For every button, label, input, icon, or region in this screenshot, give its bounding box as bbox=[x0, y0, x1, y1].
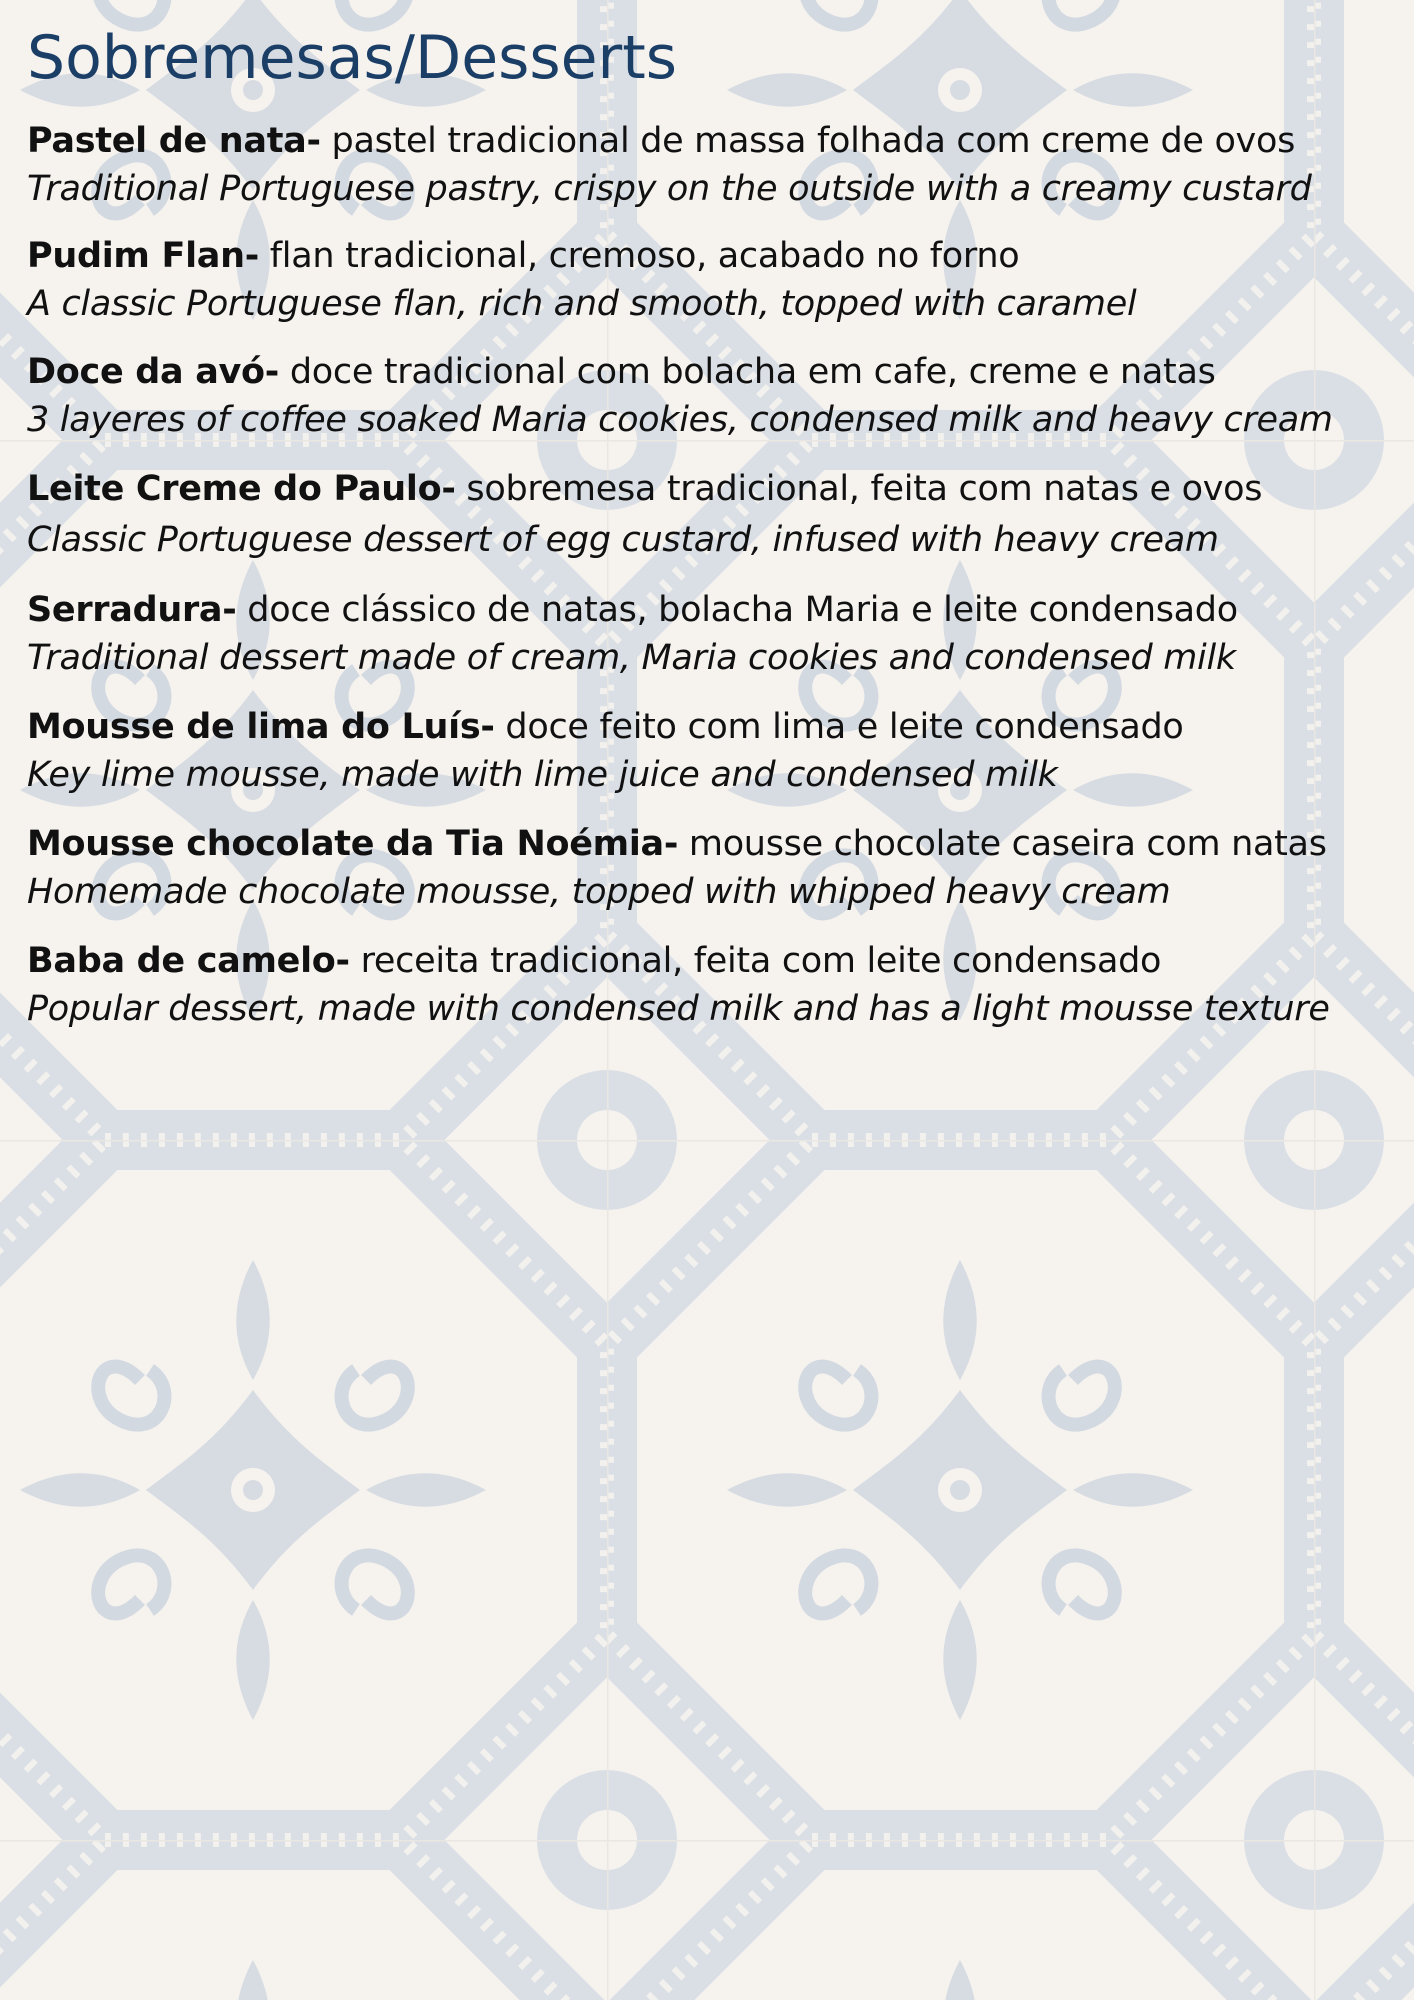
item-portuguese-line bbox=[27, 820, 1407, 868]
menu-item-mousse-de-lima bbox=[27, 703, 1407, 799]
item-portuguese-line bbox=[27, 586, 1407, 634]
item-portuguese-line bbox=[27, 937, 1407, 985]
item-description-pt: receita tradicional, feita com leite condensado bbox=[349, 941, 1162, 981]
item-description-en: 3 layeres of coffee soaked Maria cookies, condensed milk and heavy cream bbox=[27, 400, 1333, 440]
item-name: Pudim Flan- bbox=[27, 236, 259, 276]
item-description-en: Traditional dessert made of cream, Maria cookies and condensed milk bbox=[27, 638, 1236, 678]
item-description-pt: sobremesa tradicional, feita com natas e ovos bbox=[455, 469, 1263, 509]
item-description-en: Classic Portuguese dessert of egg custard, infused with heavy cream bbox=[27, 520, 1219, 560]
item-description-en: Homemade chocolate mousse, topped with whipped heavy cream bbox=[27, 872, 1171, 912]
item-name: Leite Creme do Paulo- bbox=[27, 469, 456, 509]
item-description-pt: doce tradicional com bolacha em cafe, creme e natas bbox=[279, 352, 1216, 392]
item-description-en: Traditional Portuguese pastry, crispy on the outside with a creamy custard bbox=[27, 169, 1312, 209]
item-portuguese-line bbox=[27, 703, 1407, 751]
menu-item-serradura bbox=[27, 586, 1407, 682]
item-name: Doce da avó- bbox=[27, 352, 280, 392]
item-description-pt: flan tradicional, cremoso, acabado no forno bbox=[258, 236, 1020, 276]
menu-item-leite-creme bbox=[27, 465, 1407, 564]
item-description-pt: doce feito com lima e leite condensado bbox=[494, 707, 1184, 747]
menu-item-doce-da-avo bbox=[27, 348, 1407, 444]
item-portuguese-line bbox=[27, 348, 1407, 396]
item-description-en: A classic Portuguese flan, rich and smooth, topped with caramel bbox=[27, 284, 1137, 324]
item-description-en: Popular dessert, made with condensed milk and has a light mousse texture bbox=[27, 989, 1330, 1029]
item-name: Mousse de lima do Luís- bbox=[27, 707, 495, 747]
item-description-pt: pastel tradicional de massa folhada com creme de ovos bbox=[320, 121, 1296, 161]
item-description-pt: doce clássico de natas, bolacha Maria e leite condensado bbox=[236, 590, 1238, 630]
item-portuguese-line bbox=[27, 117, 1407, 165]
menu-item-pudim-flan bbox=[27, 232, 1407, 328]
menu-item-pastel-de-nata bbox=[27, 117, 1407, 213]
item-portuguese-line bbox=[27, 465, 1407, 513]
item-name: Baba de camelo- bbox=[27, 941, 350, 981]
menu-item-baba-de-camelo bbox=[27, 937, 1407, 1033]
menu-item-mousse-chocolate bbox=[27, 820, 1407, 916]
menu-title: Sobremesas/Desserts bbox=[27, 23, 678, 93]
item-name: Pastel de nata- bbox=[27, 121, 321, 161]
item-description-en: Key lime mousse, made with lime juice and condensed milk bbox=[27, 755, 1058, 795]
item-name: Serradura- bbox=[27, 590, 237, 630]
item-portuguese-line bbox=[27, 232, 1407, 280]
item-name: Mousse chocolate da Tia Noémia- bbox=[27, 824, 679, 864]
item-description-pt: mousse chocolate caseira com natas bbox=[678, 824, 1327, 864]
